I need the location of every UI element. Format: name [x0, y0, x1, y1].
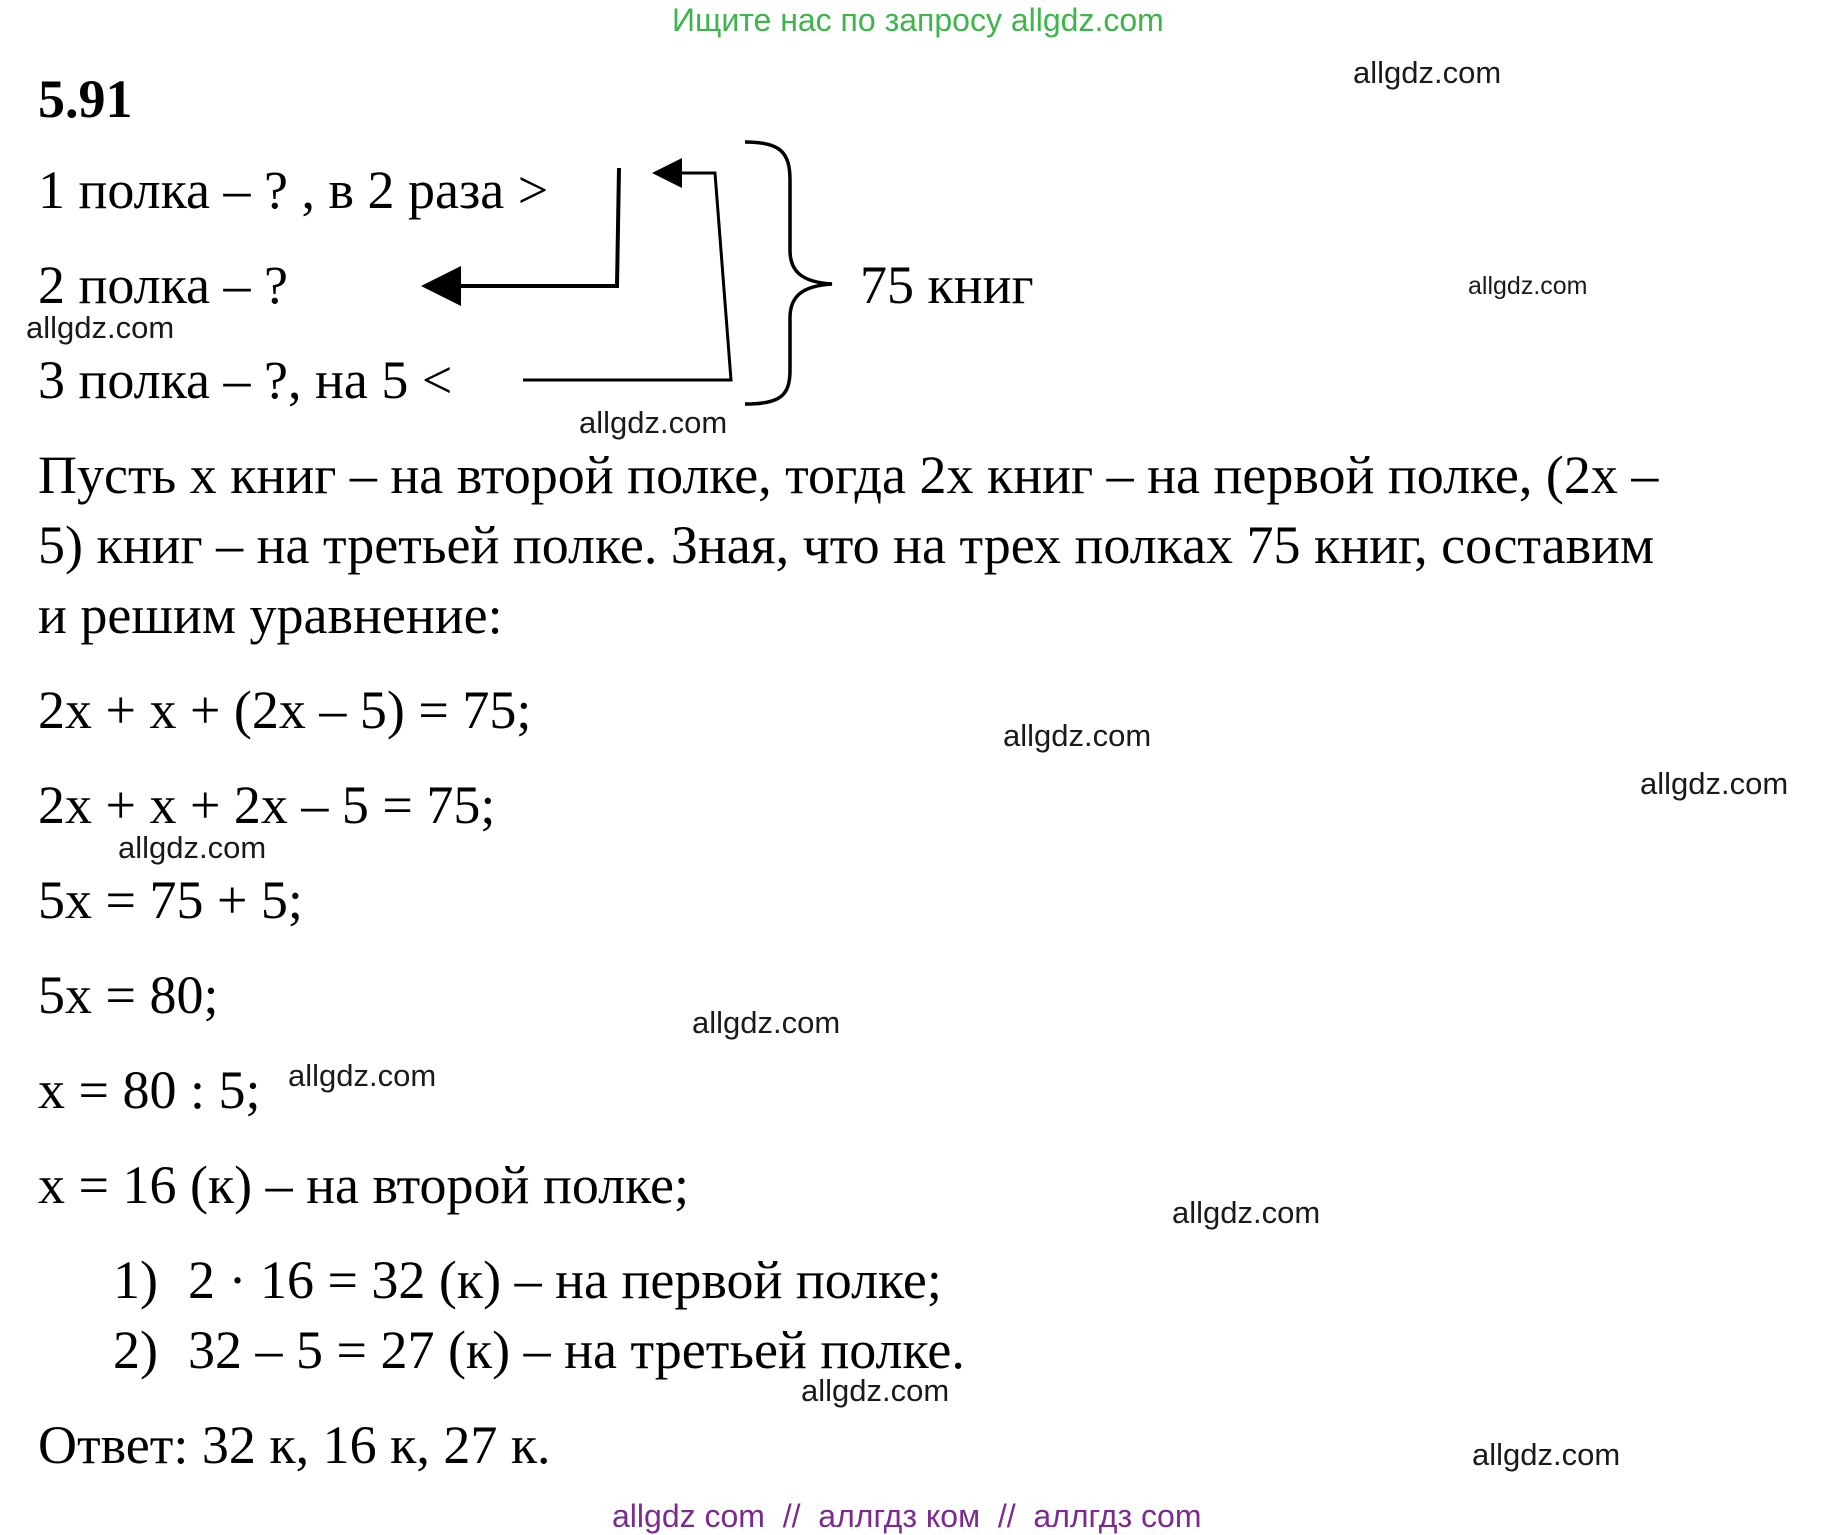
condition-shelf-3: 3 полка – ?, на 5 < [38, 350, 453, 410]
step-1-number: 1) [113, 1250, 158, 1310]
header-search-link[interactable]: Ищите нас по запросу allgdz.com [672, 2, 1164, 38]
condition-shelf-2: 2 полка – ? [38, 255, 288, 315]
watermark: allgdz.com [1003, 718, 1152, 753]
watermark: allgdz.com [118, 830, 267, 865]
problem-number: 5.91 [38, 69, 133, 129]
step-2-text: 32 – 5 = 27 (к) – на третьей полке. [188, 1320, 965, 1380]
equation-2: 2x + x + 2x – 5 = 75; [38, 775, 496, 835]
brace-icon [745, 142, 832, 404]
explanation-line-1: Пусть x книг – на второй полке, тогда 2x книг – на первой полке, (2x – [38, 445, 1659, 505]
watermark: allgdz.com [692, 1005, 841, 1040]
arrow-shelf1-to-shelf2 [425, 168, 619, 286]
equation-6: x = 16 (к) – на второй полке; [38, 1155, 689, 1215]
step-2-number: 2) [113, 1320, 158, 1380]
equation-5: x = 80 : 5; [38, 1060, 261, 1120]
watermark: allgdz.com [1472, 1437, 1621, 1472]
equation-1: 2x + x + (2x – 5) = 75; [38, 680, 532, 740]
watermark: allgdz.com [1353, 55, 1502, 90]
watermark: allgdz.com [579, 405, 728, 440]
watermark: allgdz.com [26, 310, 175, 345]
watermark: allgdz.com [1468, 272, 1588, 300]
step-1-text: 2 · 16 = 32 (к) – на первой полке; [188, 1250, 942, 1310]
condition-shelf-1: 1 полка – ? , в 2 раза > [38, 160, 549, 220]
condition-total: 75 книг [860, 255, 1034, 315]
equation-4: 5x = 80; [38, 965, 219, 1025]
explanation-line-3: и решим уравнение: [38, 585, 503, 645]
explanation-line-2: 5) книг – на третьей полке. Зная, что на трех полках 75 книг, составим [38, 515, 1655, 575]
answer: Ответ: 32 к, 16 к, 27 к. [38, 1415, 551, 1475]
arrow-shelf3-to-shelf1 [523, 173, 731, 380]
watermark: allgdz.com [1172, 1195, 1321, 1230]
watermark: allgdz.com [288, 1058, 437, 1093]
equation-3: 5x = 75 + 5; [38, 870, 303, 930]
watermark: allgdz.com [801, 1373, 950, 1408]
footer-links[interactable]: allgdz com // аллгдз ком // аллгдз com [612, 1498, 1202, 1534]
watermark: allgdz.com [1640, 766, 1789, 801]
